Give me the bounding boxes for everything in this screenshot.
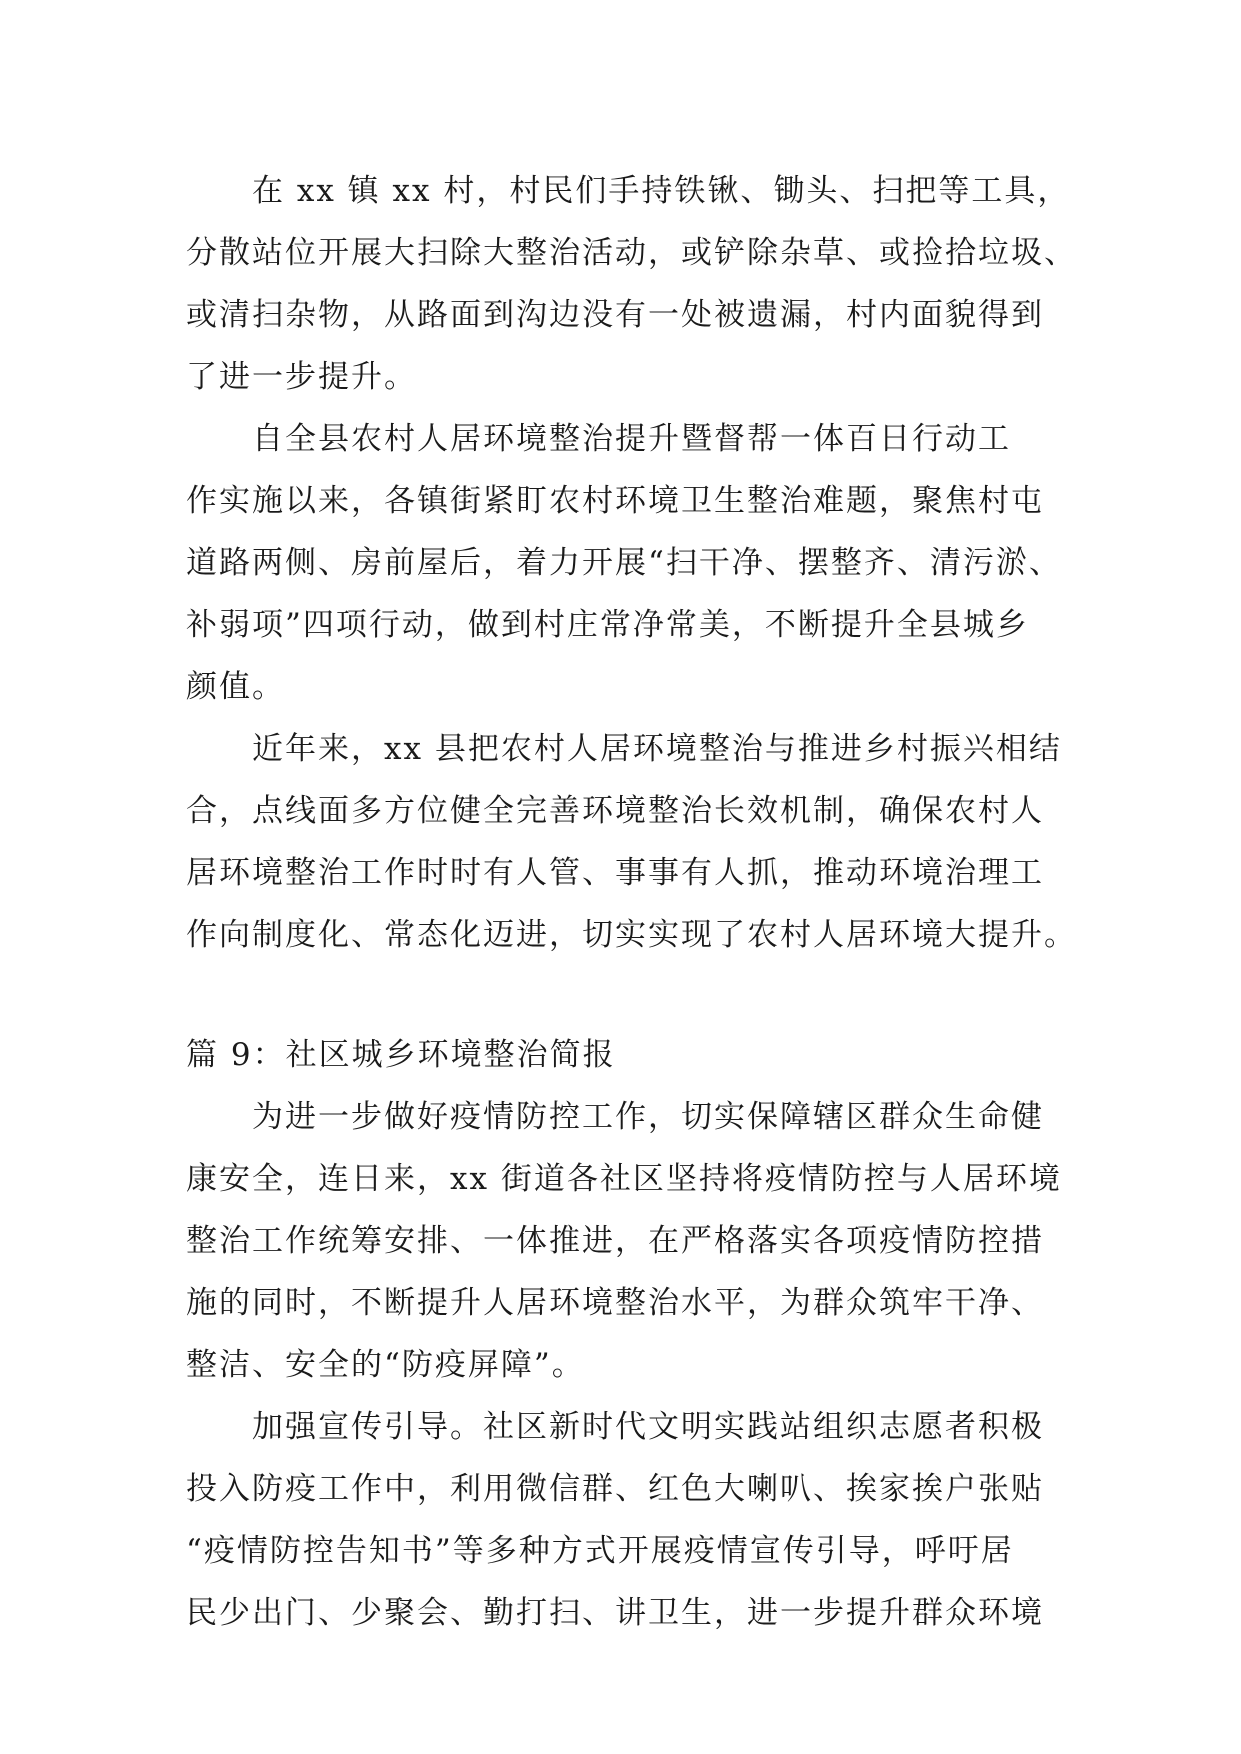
paragraph-line: 在 xx 镇 xx 村，村民们手持铁锹、锄头、扫把等工具， xyxy=(252,173,1071,209)
paragraph-line: 投入防疫工作中，利用微信群、红色大喇叭、挨家挨户张贴 xyxy=(186,1471,1044,1507)
paragraph-village-cleanup xyxy=(186,160,1077,408)
paragraph-line: 作向制度化、常态化迈进，切实实现了农村人居环境大提升。 xyxy=(186,917,1077,953)
paragraph-line: 为进一步做好疫情防控工作，切实保障辖区群众生命健 xyxy=(252,1099,1044,1135)
paragraph-line: 加强宣传引导。社区新时代文明实践站组织志愿者积极 xyxy=(252,1409,1044,1445)
paragraph-line: 整治工作统筹安排、一体推进，在严格落实各项疫情防控措 xyxy=(186,1223,1044,1259)
paragraph-line: 居环境整治工作时时有人管、事事有人抓，推动环境治理工 xyxy=(186,855,1044,891)
section-heading: 篇 9：社区城乡环境整治简报 xyxy=(186,1037,616,1073)
paragraph-line: 施的同时，不断提升人居环境整治水平，为群众筑牢干净、 xyxy=(186,1285,1044,1321)
paragraph-line: 合，点线面多方位健全完善环境整治长效机制，确保农村人 xyxy=(186,793,1044,829)
paragraph-line: 道路两侧、房前屋后，着力开展“扫干净、摆整齐、清污淤、 xyxy=(186,545,1062,581)
paragraph-line: 颜值。 xyxy=(186,669,285,705)
paragraph-line: 近年来，xx 县把农村人居环境整治与推进乡村振兴相结 xyxy=(252,731,1062,767)
paragraph-line: 自全县农村人居环境整治提升暨督帮一体百日行动工 xyxy=(252,421,1011,457)
paragraph-line: “疫情防控告知书”等多种方式开展疫情宣传引导，呼吁居 xyxy=(186,1533,1014,1569)
paragraph-line: 康安全，连日来，xx 街道各社区坚持将疫情防控与人居环境 xyxy=(186,1161,1062,1197)
paragraph-epidemic-prevention xyxy=(186,1086,1066,1396)
paragraph-hundred-day-action xyxy=(186,408,1066,718)
paragraph-line: 整洁、安全的“防疫屏障”。 xyxy=(186,1347,585,1383)
paragraph-long-term-mechanism xyxy=(186,718,1077,966)
paragraph-line: 分散站位开展大扫除大整治活动，或铲除杂草、或捡拾垃圾、 xyxy=(186,235,1077,271)
paragraph-publicity-guidance xyxy=(186,1396,1066,1644)
document-body xyxy=(186,160,1077,1644)
paragraph-line: 补弱项”四项行动，做到村庄常净常美，不断提升全县城乡 xyxy=(186,607,1029,643)
paragraph-line: 或清扫杂物，从路面到沟边没有一处被遗漏，村内面貌得到 xyxy=(186,297,1044,333)
paragraph-line: 作实施以来，各镇街紧盯农村环境卫生整治难题，聚焦村屯 xyxy=(186,483,1044,519)
paragraph-line: 了进一步提升。 xyxy=(186,359,417,395)
paragraph-line: 民少出门、少聚会、勤打扫、讲卫生，进一步提升群众环境 xyxy=(186,1595,1044,1631)
